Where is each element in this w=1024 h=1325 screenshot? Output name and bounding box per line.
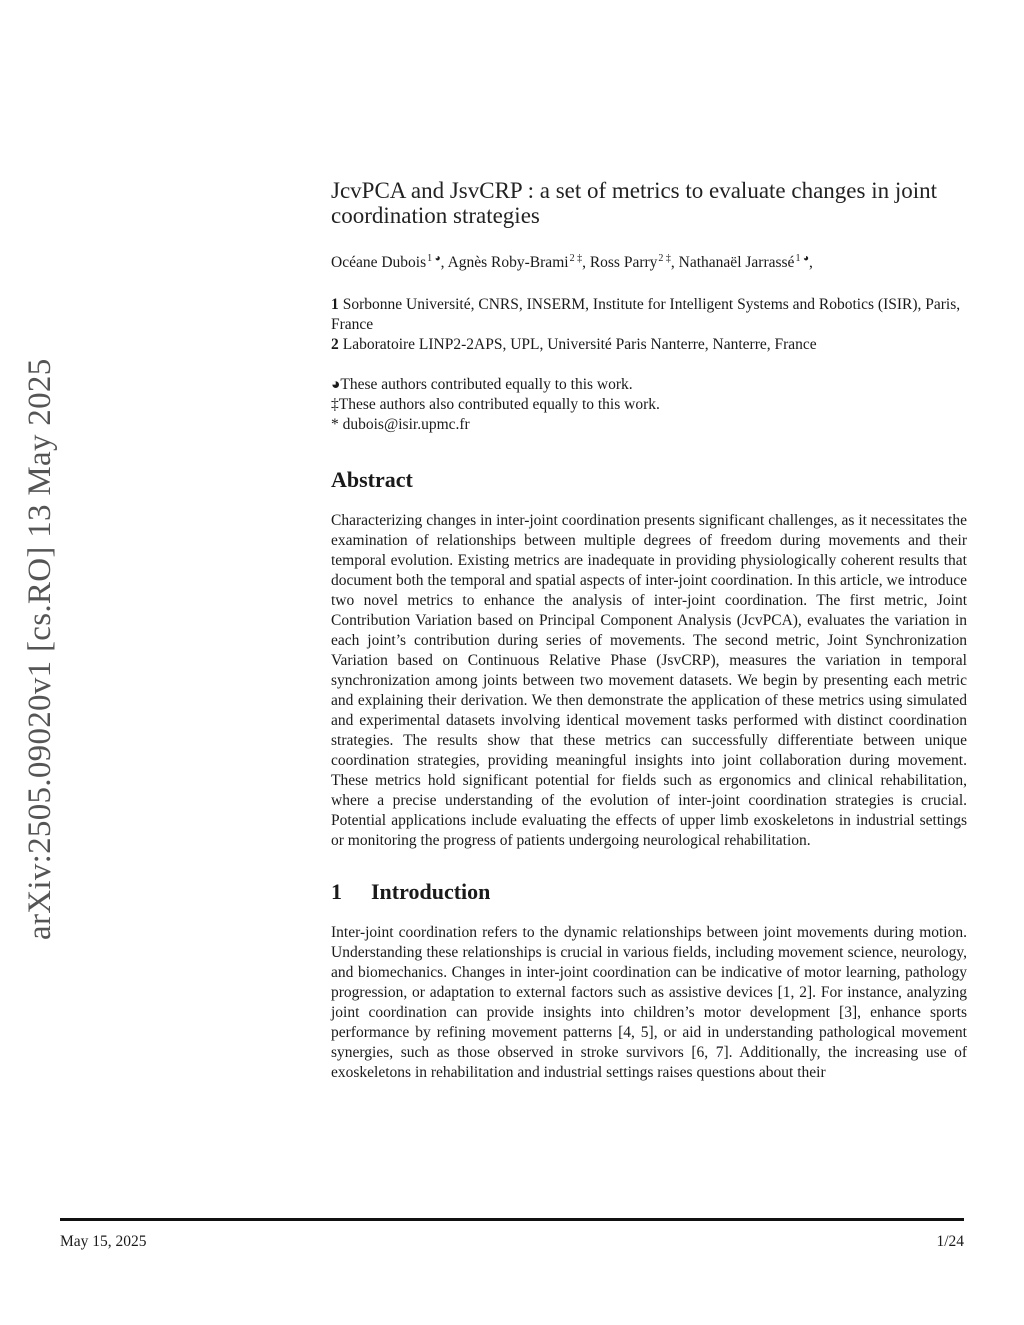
also-equal-contribution-note: ‡These authors also contributed equally to this work. xyxy=(331,396,660,414)
abstract-heading: Abstract xyxy=(331,467,413,493)
page-number: 1/24 xyxy=(936,1233,964,1250)
corresponding-email: * dubois@isir.upmc.fr xyxy=(331,416,470,434)
author-name: Nathanaël Jarrassé xyxy=(678,254,795,272)
affiliation-text: Laboratoire LINP2-2APS, UPL, Université Paris Nanterre, Nanterre, France xyxy=(342,336,817,354)
author-separator: , xyxy=(808,254,813,272)
arxiv-identifier: arXiv:2505.09020v1 [cs.RO] 13 May 2025 xyxy=(22,358,58,940)
section-title: Introduction xyxy=(371,879,491,905)
author-separator: , xyxy=(582,254,586,272)
paper-body xyxy=(331,178,967,1083)
author-mark: 1 ◕ xyxy=(795,253,809,264)
author-separator: , xyxy=(670,254,675,272)
affiliation-number: 1 xyxy=(331,296,339,314)
author-separator: , xyxy=(440,254,445,272)
footer-date: May 15, 2025 xyxy=(60,1233,147,1250)
author-mark: 2 ‡ xyxy=(569,253,583,264)
footer-rule xyxy=(60,1218,964,1221)
author-name: Agnès Roby-Brami xyxy=(447,254,569,272)
introduction-text: Inter-joint coordination refers to the dynamic relationships between joint movements during motion. Understanding these relationships is crucial in various fields, including movement science, neurology, and biomechanics. Changes in inter-joint coordination can be indicative of motor learning, pathology progression, or adaptation to external factors such as assistive devices [1, 2]. For instance, analyzing joint coordination can provide insights into children’s motor development [3], enhance sports performance by refining movement patterns [4, 5], or aid in understanding pathological movement synergies, such as those observed in stroke survivors [6, 7]. Additionally, the increasing use of exoskeletons in rehabilitation and industrial settings raises questions about their xyxy=(331,924,967,1082)
author-mark: 2 ‡ xyxy=(658,253,671,264)
section-number: 1 xyxy=(331,879,342,905)
affiliations xyxy=(331,295,967,355)
author-mark: 1 ◕ xyxy=(427,253,441,264)
abstract-text: Characterizing changes in inter-joint coordination presents significant challenges, as it necessitates the examination of relationships between multiple degrees of freedom during movements and their temporal evolution. Existing metrics are inadequate in providing physiologically coherent results that document both the temporal and spatial aspects of inter-joint coordination. In this article, we introduce two novel metrics to enhance the analysis of inter-joint coordination. The first metric, Joint Contribution Variation based on Principal Component Analysis (JcvPCA), evaluates the variation in each joint’s contribution during series of movements. The second metric, Joint Synchronization Variation based on Continuous Relative Phase (JsvCRP), measures the variation in temporal synchronization among joints between two movement datasets. We begin by presenting each metric and explaining their derivation. We then demonstrate the application of these metrics using simulated and experimental datasets involving identical movement tasks performed with distinct coordination strategies. The results show that these metrics can successfully differentiate between unique coordination strategies, providing meaningful insights into joint collaboration during movement. These metrics hold significant potential for fields such as ergonomics and clinical rehabilitation, where a precise understanding of the evolution of inter-joint coordination strategies is crucial. Potential applications include evaluating the effects of upper limb exoskeletons in industrial settings or monitoring the progress of patients undergoing neurological rehabilitation. xyxy=(331,512,967,850)
paper-title: JcvPCA and JsvCRP : a set of metrics to evaluate changes in joint coordination strategies xyxy=(331,178,938,228)
affiliation xyxy=(331,335,967,355)
author-name: Ross Parry xyxy=(589,254,658,272)
author-list xyxy=(331,249,967,273)
affiliation xyxy=(331,295,967,335)
affiliation-number: 2 xyxy=(331,336,339,354)
author-notes xyxy=(331,375,967,435)
author-name: Océane Dubois xyxy=(331,254,427,272)
equal-contribution-note: ◕These authors contributed equally to this work. xyxy=(331,376,633,394)
introduction-heading xyxy=(331,879,967,905)
affiliation-text: Sorbonne Université, CNRS, INSERM, Institute for Intelligent Systems and Robotics (ISIR), Paris, France xyxy=(331,296,961,334)
